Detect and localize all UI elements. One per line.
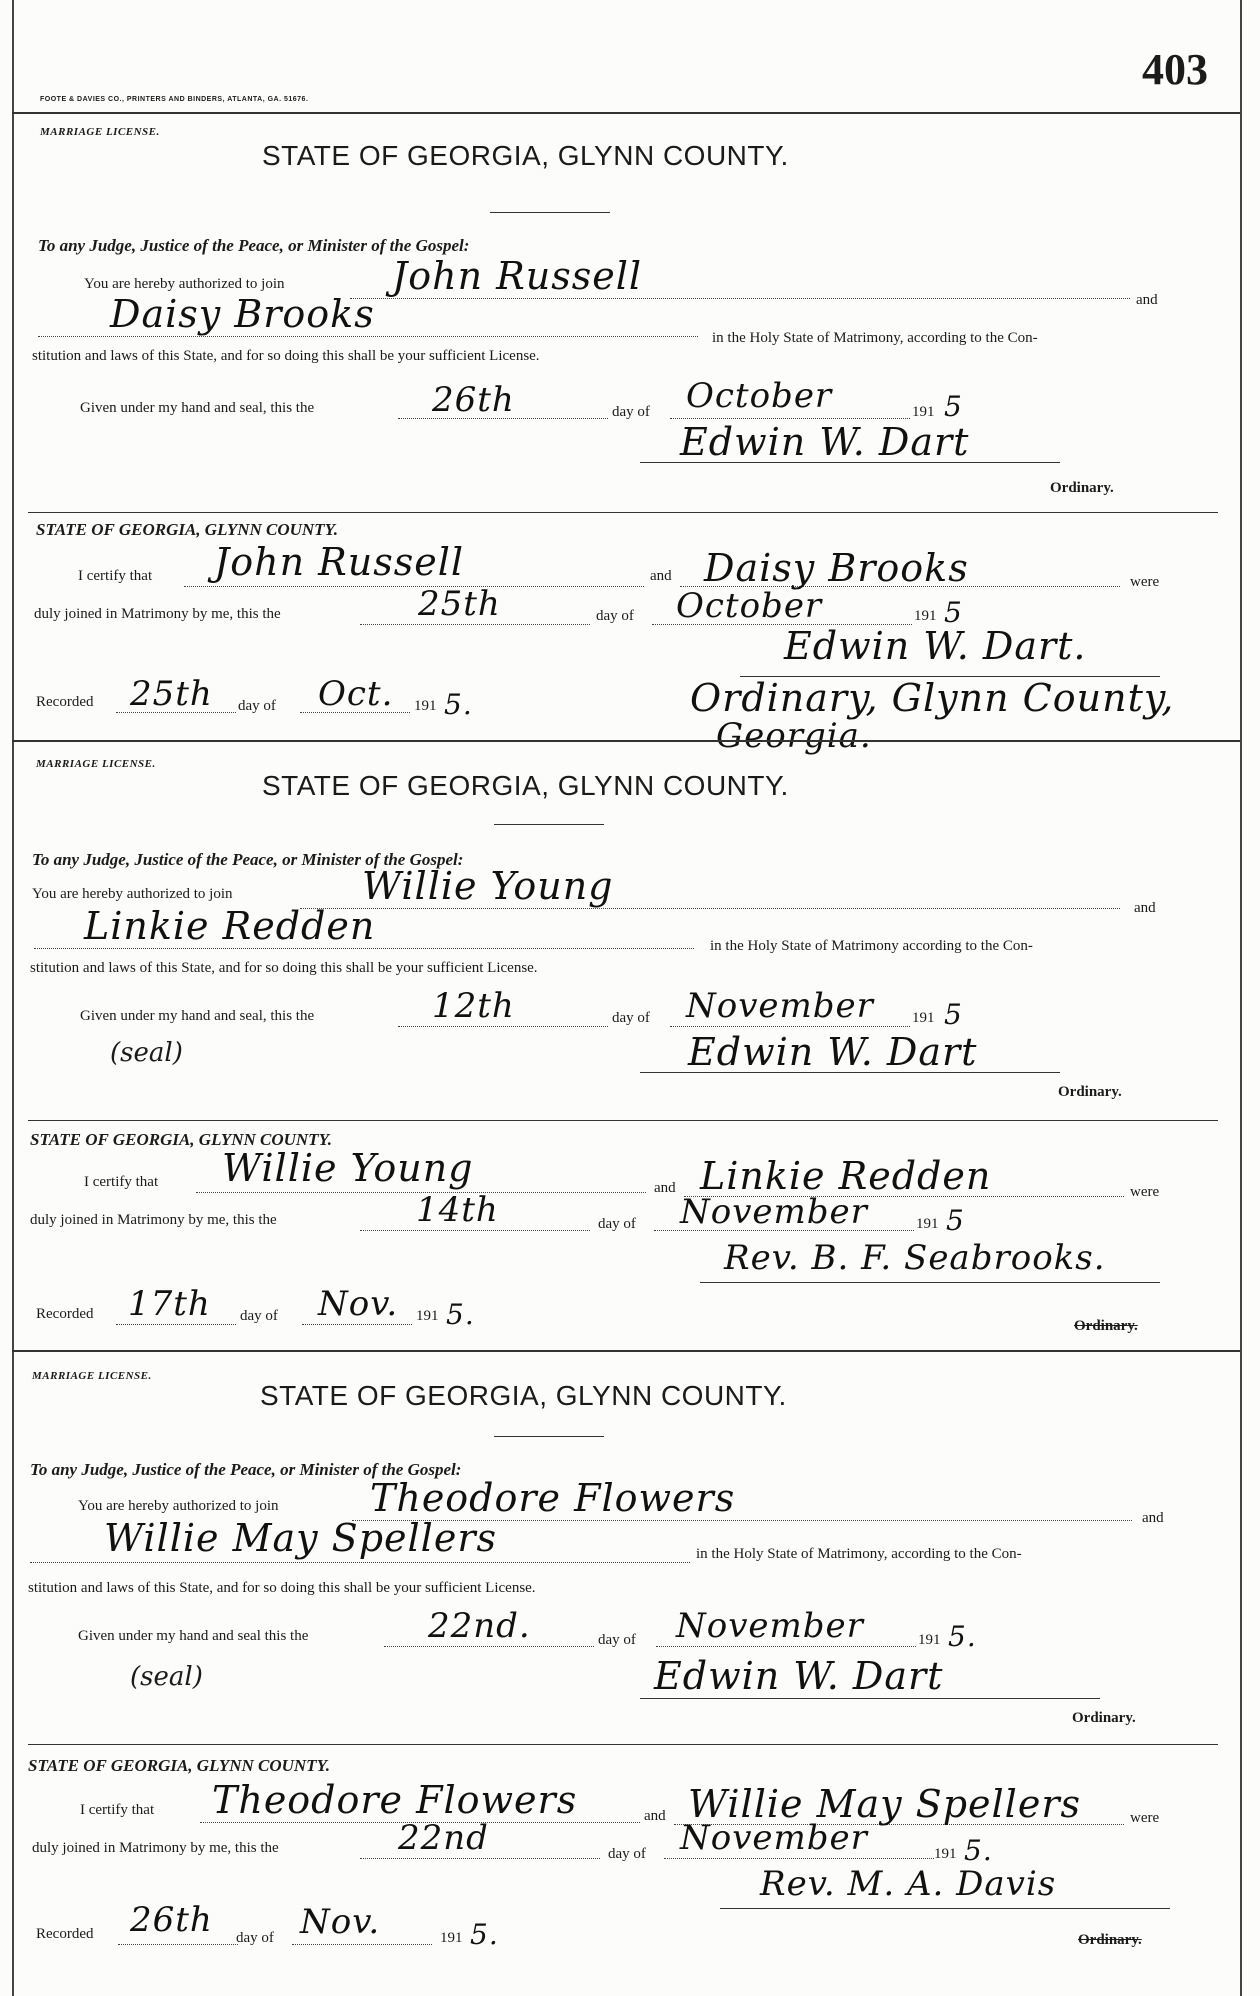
and-text: and bbox=[1134, 900, 1156, 916]
license-day-line bbox=[398, 1026, 608, 1027]
day-of-text: day of bbox=[612, 1010, 650, 1026]
authorized-text: You are hereby authorized to join bbox=[32, 886, 233, 902]
married-year: 5 bbox=[946, 1204, 965, 1237]
recorded-day-of: day of bbox=[240, 1308, 278, 1324]
title-underline bbox=[490, 212, 610, 213]
bride-name: Willie May Spellers bbox=[104, 1516, 497, 1560]
year-prefix: 191 bbox=[918, 1632, 941, 1648]
officiant-title: Ordinary, Glynn County, bbox=[690, 676, 1175, 720]
record-divider bbox=[12, 740, 1240, 742]
cert-and-text: and bbox=[644, 1808, 666, 1824]
officiant-signature: Edwin W. Dart. bbox=[784, 624, 1087, 668]
license-year: 5 bbox=[944, 390, 963, 423]
cert-groom: Theodore Flowers bbox=[212, 1778, 578, 1822]
authorized-text: You are hereby authorized to join bbox=[84, 276, 285, 292]
cert-heading: STATE OF GEORGIA, GLYNN COUNTY. bbox=[36, 520, 338, 539]
holy-state-text: in the Holy State of Matrimony according to the Con- bbox=[710, 938, 1033, 954]
license-month-line bbox=[656, 1646, 916, 1647]
bride-line bbox=[38, 336, 698, 337]
license-month: November bbox=[686, 986, 874, 1026]
married-year-prefix: 191 bbox=[934, 1846, 957, 1862]
ordinary-struck: Ordinary. bbox=[1078, 1932, 1142, 1948]
license-label: MARRIAGE LICENSE. bbox=[32, 1370, 152, 1382]
bride-line bbox=[34, 948, 694, 949]
recorded-year-prefix: 191 bbox=[440, 1930, 463, 1946]
recorded-text: Recorded bbox=[36, 1306, 94, 1322]
duly-text: duly joined in Matrimony by me, this the bbox=[32, 1840, 279, 1856]
married-month: November bbox=[680, 1818, 868, 1858]
ordinary-label: Ordinary. bbox=[1072, 1710, 1136, 1726]
license-label: MARRIAGE LICENSE. bbox=[40, 126, 160, 138]
record-divider bbox=[12, 1350, 1240, 1352]
holy-state-text: in the Holy State of Matrimony, according to the Con- bbox=[712, 330, 1038, 346]
seal-mark: (seal) bbox=[110, 1038, 183, 1068]
and-text: and bbox=[1136, 292, 1158, 308]
recorded-day-line bbox=[118, 1944, 238, 1945]
were-text: were bbox=[1130, 1810, 1160, 1826]
cert-and-text: and bbox=[650, 568, 672, 584]
and-text: and bbox=[1142, 1510, 1164, 1526]
license-year: 5 bbox=[944, 998, 963, 1031]
recorded-year: 5. bbox=[446, 1298, 475, 1331]
officiant-title-2: Georgia. bbox=[716, 716, 872, 756]
recorded-day-line bbox=[116, 1324, 236, 1325]
top-rule bbox=[12, 112, 1240, 114]
ordinary-label: Ordinary. bbox=[1058, 1084, 1122, 1100]
married-day: 25th bbox=[418, 584, 501, 624]
married-month: October bbox=[676, 586, 823, 626]
officiant-line bbox=[720, 1908, 1170, 1909]
cert-groom: Willie Young bbox=[222, 1146, 474, 1190]
duly-text: duly joined in Matrimony by me, this the bbox=[34, 606, 281, 622]
married-day-line bbox=[360, 624, 590, 625]
recorded-year: 5. bbox=[470, 1918, 499, 1951]
officiant-signature: Rev. B. F. Seabrooks. bbox=[724, 1238, 1106, 1278]
cert-bride: Linkie Redden bbox=[700, 1154, 992, 1198]
groom-name: John Russell bbox=[392, 254, 643, 298]
recorded-text: Recorded bbox=[36, 1926, 94, 1942]
recorded-year: 5. bbox=[444, 688, 473, 721]
license-month-line bbox=[670, 1026, 910, 1027]
section-divider bbox=[28, 1120, 1218, 1121]
groom-name: Theodore Flowers bbox=[370, 1476, 736, 1520]
right-margin-line bbox=[1240, 0, 1242, 1996]
recorded-month-line bbox=[292, 1944, 432, 1945]
were-text: were bbox=[1130, 574, 1160, 590]
page-number: 403 bbox=[1142, 45, 1208, 94]
license-day: 26th bbox=[432, 380, 515, 420]
married-year: 5 bbox=[944, 596, 963, 629]
given-text: Given under my hand and seal this the bbox=[78, 1628, 309, 1644]
married-day: 22nd bbox=[398, 1818, 489, 1858]
ordinary-sig-line bbox=[640, 1698, 1100, 1699]
recorded-year-prefix: 191 bbox=[414, 698, 437, 714]
married-day: 14th bbox=[416, 1190, 499, 1230]
married-day-of: day of bbox=[598, 1216, 636, 1232]
ordinary-signature: Edwin W. Dart bbox=[654, 1654, 944, 1698]
ordinary-signature: Edwin W. Dart bbox=[680, 420, 970, 464]
printer-line: FOOTE & DAVIES CO., PRINTERS AND BINDERS, ATLANTA, GA. 51676. bbox=[40, 96, 309, 103]
recorded-month-line bbox=[302, 1324, 412, 1325]
cert-groom-line bbox=[184, 586, 644, 587]
cert-and-text: and bbox=[654, 1180, 676, 1196]
groom-line bbox=[300, 908, 1120, 909]
recorded-day-of: day of bbox=[238, 698, 276, 714]
groom-line bbox=[350, 298, 1130, 299]
certify-text: I certify that bbox=[78, 568, 153, 584]
stitution-text: stitution and laws of this State, and for so doing this shall be your sufficient License. bbox=[28, 1580, 536, 1596]
cert-bride: Willie May Spellers bbox=[688, 1782, 1081, 1826]
left-margin-line bbox=[12, 0, 14, 1996]
title-underline bbox=[494, 824, 604, 825]
license-month: November bbox=[676, 1606, 864, 1646]
license-month: October bbox=[686, 376, 833, 416]
license-month-line bbox=[670, 418, 910, 419]
cert-bride: Daisy Brooks bbox=[704, 546, 969, 590]
stitution-text: stitution and laws of this State, and for so doing this shall be your sufficient License. bbox=[32, 348, 540, 364]
stitution-text: stitution and laws of this State, and for so doing this shall be your sufficient License. bbox=[30, 960, 538, 976]
recorded-year-prefix: 191 bbox=[416, 1308, 439, 1324]
given-text: Given under my hand and seal, this the bbox=[80, 400, 315, 416]
section-divider bbox=[28, 512, 1218, 513]
license-title: STATE OF GEORGIA, GLYNN COUNTY. bbox=[262, 770, 789, 801]
bride-line bbox=[30, 1562, 690, 1563]
license-title: STATE OF GEORGIA, GLYNN COUNTY. bbox=[262, 140, 789, 171]
bride-name: Daisy Brooks bbox=[110, 292, 375, 336]
married-month: November bbox=[680, 1192, 868, 1232]
recorded-day: 25th bbox=[130, 674, 213, 714]
cert-heading: STATE OF GEORGIA, GLYNN COUNTY. bbox=[28, 1756, 330, 1775]
were-text: were bbox=[1130, 1184, 1160, 1200]
day-of-text: day of bbox=[612, 404, 650, 420]
groom-name: Willie Young bbox=[362, 864, 614, 908]
year-prefix: 191 bbox=[912, 404, 935, 420]
license-label: MARRIAGE LICENSE. bbox=[36, 758, 156, 770]
ordinary-struck: Ordinary. bbox=[1074, 1318, 1138, 1334]
married-day-line bbox=[360, 1858, 600, 1859]
cert-heading: STATE OF GEORGIA, GLYNN COUNTY. bbox=[30, 1130, 332, 1149]
ordinary-signature: Edwin W. Dart bbox=[688, 1030, 978, 1074]
given-text: Given under my hand and seal, this the bbox=[80, 1008, 315, 1024]
license-address: To any Judge, Justice of the Peace, or Minister of the Gospel: bbox=[30, 1460, 462, 1479]
married-month-line bbox=[664, 1858, 934, 1859]
recorded-month: Nov. bbox=[318, 1284, 399, 1324]
officiant-signature: Rev. M. A. Davis bbox=[760, 1864, 1057, 1904]
married-day-line bbox=[360, 1230, 590, 1231]
license-day: 22nd. bbox=[428, 1606, 531, 1646]
day-of-text: day of bbox=[598, 1632, 636, 1648]
recorded-day-of: day of bbox=[236, 1930, 274, 1946]
recorded-month: Nov. bbox=[300, 1902, 381, 1942]
ordinary-label: Ordinary. bbox=[1050, 480, 1114, 496]
license-day: 12th bbox=[432, 986, 515, 1026]
license-title: STATE OF GEORGIA, GLYNN COUNTY. bbox=[260, 1380, 787, 1411]
recorded-text: Recorded bbox=[36, 694, 94, 710]
section-divider bbox=[28, 1744, 1218, 1745]
title-underline bbox=[494, 1436, 604, 1437]
married-day-of: day of bbox=[596, 608, 634, 624]
license-year: 5. bbox=[948, 1620, 977, 1653]
married-year-prefix: 191 bbox=[916, 1216, 939, 1232]
license-address: To any Judge, Justice of the Peace, or Minister of the Gospel: bbox=[38, 236, 470, 255]
recorded-month: Oct. bbox=[318, 674, 394, 714]
officiant-line bbox=[700, 1282, 1160, 1283]
bride-name: Linkie Redden bbox=[84, 904, 376, 948]
duly-text: duly joined in Matrimony by me, this the bbox=[30, 1212, 277, 1228]
holy-state-text: in the Holy State of Matrimony, according to the Con- bbox=[696, 1546, 1022, 1562]
certify-text: I certify that bbox=[80, 1802, 155, 1818]
married-year-prefix: 191 bbox=[914, 608, 937, 624]
married-day-of: day of bbox=[608, 1846, 646, 1862]
recorded-day: 17th bbox=[128, 1284, 211, 1324]
license-day-line bbox=[384, 1646, 594, 1647]
year-prefix: 191 bbox=[912, 1010, 935, 1026]
recorded-day: 26th bbox=[130, 1900, 213, 1940]
married-year: 5. bbox=[964, 1834, 993, 1867]
authorized-text: You are hereby authorized to join bbox=[78, 1498, 279, 1514]
certify-text: I certify that bbox=[84, 1174, 159, 1190]
cert-groom: John Russell bbox=[214, 540, 465, 584]
license-address: To any Judge, Justice of the Peace, or Minister of the Gospel: bbox=[32, 850, 464, 869]
seal-mark: (seal) bbox=[130, 1662, 203, 1692]
